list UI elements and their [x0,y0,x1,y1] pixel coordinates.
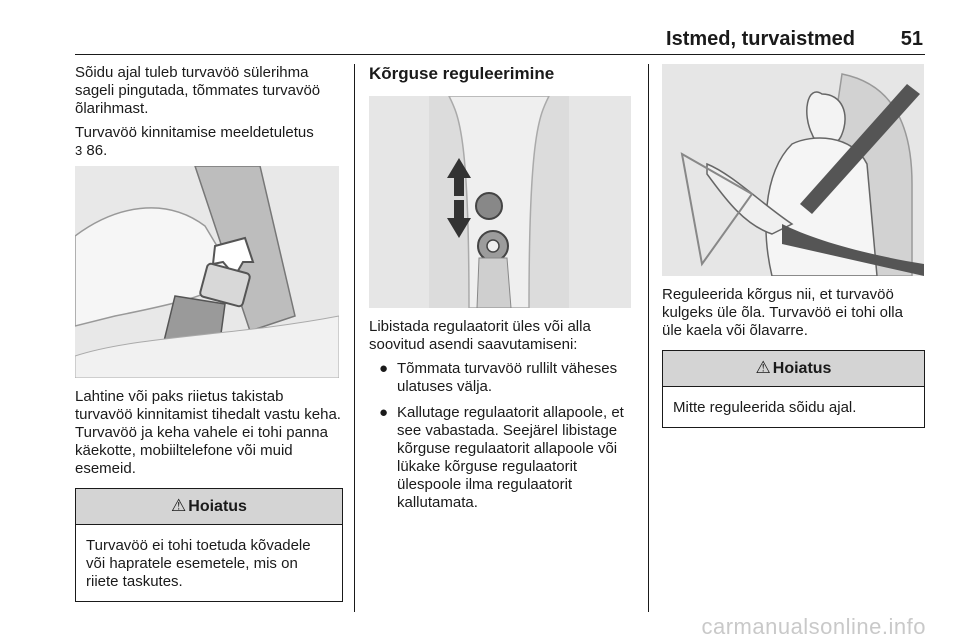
height-adjuster-illustration [369,96,631,308]
seat-belt-buckle-illustration [75,166,339,378]
column-1 [75,64,343,602]
list-item: ● Kallutage regulaatorit allapoole, et see vabastada. Seejärel libistage kõrguse regulaatorit allapoole või lükake kõrguse regulaatorit ülespoole ilma regulaatorit kallutamata. [379,404,624,511]
warning-title: Hoiatus [188,498,247,515]
warning-body: Turvavöö ei tohi toetuda kõvadele või hapratele esemetele, mis on riiete taskutes. [86,537,311,590]
warning-triangle-icon: ⚠ [755,358,771,377]
paragraph: Turvavöö kinnitamise meeldetuletus 3 86. [75,124,314,159]
column-2 [369,64,636,520]
paragraph: Sõidu ajal tuleb turvavöö sülerihma sageli pingutada, tõmmates turvavöö õlarihmast. [75,64,321,117]
paragraph: Reguleerida kõrgus nii, et turvavöö kulgeks üle õla. Turvavöö ei tohi olla üle kaela või õlavarre. [662,286,903,339]
warning-box [662,350,925,428]
page-number: 51 [900,28,923,50]
column-divider [354,64,355,612]
driver-seat-belt-illustration [662,64,924,276]
list-item: ● Tõmmata turvavöö rullilt väheses ulatuses välja. [379,360,618,395]
warning-triangle-icon: ⚠ [171,496,187,515]
bullet-list [369,360,636,512]
warning-title: Hoiatus [772,360,832,377]
watermark: carmanualsonline.info [701,614,926,639]
paragraph: Libistada regulaatorit üles või alla soovitud asendi saavutamiseni: [369,318,591,353]
column-3 [662,64,925,428]
warning-header [663,351,924,387]
section-heading: Kõrguse reguleerimine [369,64,555,83]
column-divider [648,64,649,612]
page-reference-arrow-icon: 3 [75,143,83,158]
page-reference[interactable]: 86. [82,142,108,159]
warning-body: Mitte reguleerida sõidu ajal. [673,399,857,416]
section-title: Istmed, turvaistmed [666,28,855,50]
warning-box [75,488,343,602]
page-header [75,22,925,55]
paragraph: Lahtine või paks riietus takistab turvavöö kinnitamist tihedalt vastu keha. Turvavöö ja keha vahele ei tohi panna käekotte, mobiiltelefone või muid esemeid. [75,388,341,477]
warning-header [76,489,342,525]
